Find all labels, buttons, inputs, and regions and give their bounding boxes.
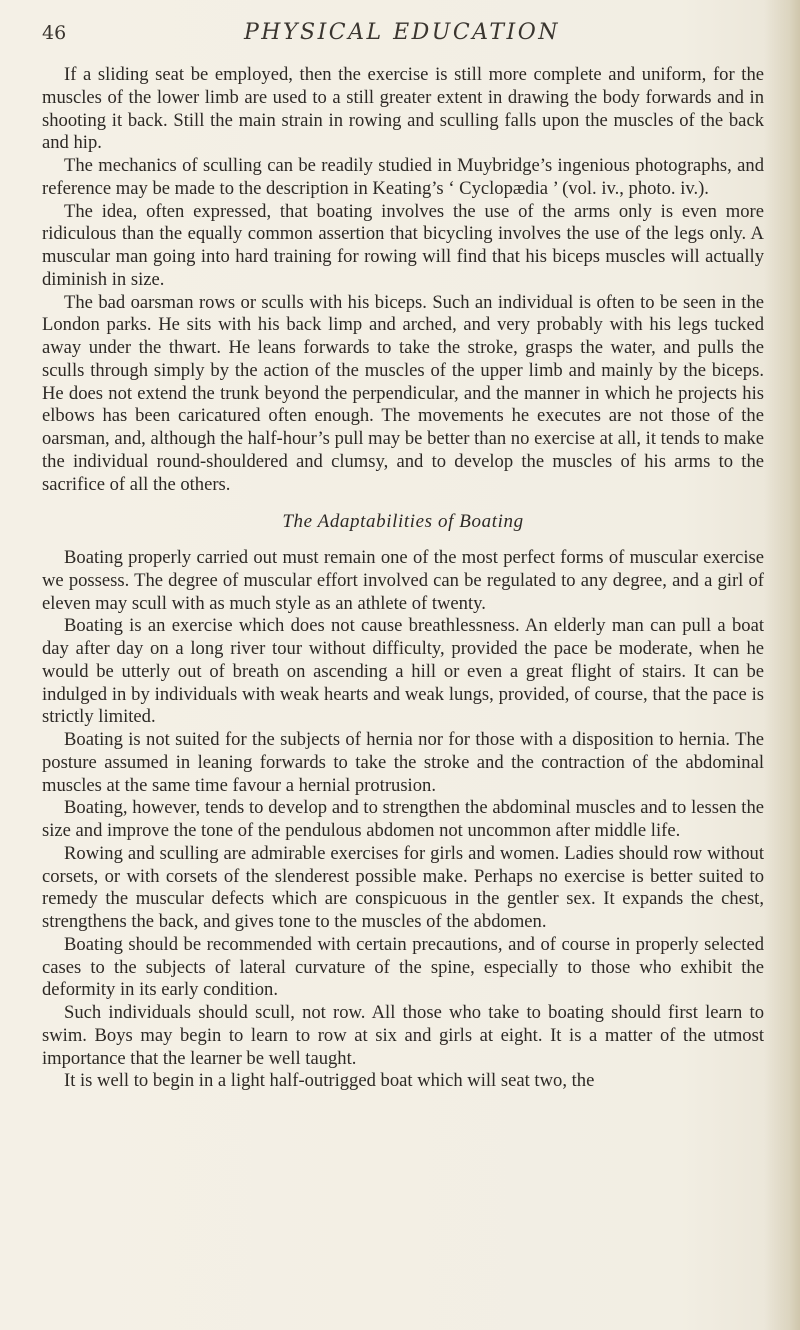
paragraph: Boating properly carried out must remain one of the most perfect forms of muscular exercise we possess. The degree of muscular effort involved can be regulated to any degree, and a girl of eleven may scull with as much style as an athlete of twenty. xyxy=(42,547,764,614)
paragraph: The mechanics of sculling can be readily studied in Muybridge’s ingenious photographs, and reference may be made to the description in Keating’s ‘ Cyclopædia ’ (vol. iv., photo. iv.). xyxy=(42,155,764,199)
paragraph: Boating, however, tends to develop and to strengthen the abdominal muscles and to lessen the size and improve the tone of the pendulous abdomen not uncommon after middle life. xyxy=(42,797,764,841)
section-heading: The Adaptabilities of Boating xyxy=(282,511,524,533)
page-edge-shadow xyxy=(764,0,800,1330)
page-number: 46 xyxy=(42,22,67,44)
paragraph: Boating is an exercise which does not cause breathlessness. An elderly man can pull a boat day after day on a long river tour without difficulty, provided the pace be moderate, when he would be utterly out of breath on ascending a hill or even a great flight of stairs. It can be indulged in by individuals with weak hearts and weak lungs, provided, of course, that the pace is strictly limited. xyxy=(42,615,764,728)
running-head: PHYSICAL EDUCATION xyxy=(243,20,560,45)
paragraph: Boating should be recommended with certain precautions, and of course in properly selected cases to the subjects of lateral curvature of the spine, especially to those who exhibit the deformity in its early condition. xyxy=(42,933,764,1001)
body-text xyxy=(42,64,764,1093)
paragraph: Such individuals should scull, not row. All those who take to boating should first learn to swim. Boys may begin to learn to row at six and girls at eight. It is a matter of the utmost importance that the learner be well taught. xyxy=(42,1002,764,1069)
paragraph: Rowing and sculling are admirable exercises for girls and women. Ladies should row without corsets, or with corsets of the slenderest possible make. Perhaps no exercise is better suited to remedy the muscular defects which are conspicuous in the gentler sex. It expands the chest, strengthens the back, and gives tone to the muscles of the abdomen. xyxy=(42,842,764,932)
paragraph: Boating is not suited for the subjects of hernia nor for those with a disposition to hernia. The posture assumed in leaning forwards to take the stroke and the contraction of the abdominal muscles at the same time favour a hernial protrusion. xyxy=(42,729,764,796)
paragraph: The bad oarsman rows or sculls with his biceps. Such an individual is often to be seen in the London parks. He sits with his back limp and arched, and very probably with his legs tucked away under the thwart. He leans forwards to take the stroke, grasps the water, and pulls the sculls through simply by the action of the muscles of the upper limb and mainly by the biceps. He does not extend the trunk beyond the perpendicular, and the manner in which he projects his elbows has been caricatured often enough. The movements he executes are not those of the oarsman, and, although the half-hour’s pull may be better than no exercise at all, it tends to make the individual round-shouldered and clumsy, and to develop the muscles of his arms to the sacrifice of all the others. xyxy=(42,291,764,495)
paragraph: If a sliding seat be employed, then the exercise is still more complete and uniform, for the muscles of the lower limb are used to a still greater extent in drawing the body forwards and in shooting it back. Still the main strain in rowing and sculling falls upon the muscles of the back and hip. xyxy=(42,64,764,154)
paragraph: It is well to begin in a light half-outrigged boat which will seat two, the xyxy=(64,1070,595,1092)
page-header xyxy=(42,20,762,52)
paragraph: The idea, often expressed, that boating involves the use of the arms only is even more ridiculous than the equally common assertion that bicycling involves the use of the legs only. A muscular man going into hard training for rowing will find that his biceps muscles will actually diminish in size. xyxy=(42,200,764,290)
